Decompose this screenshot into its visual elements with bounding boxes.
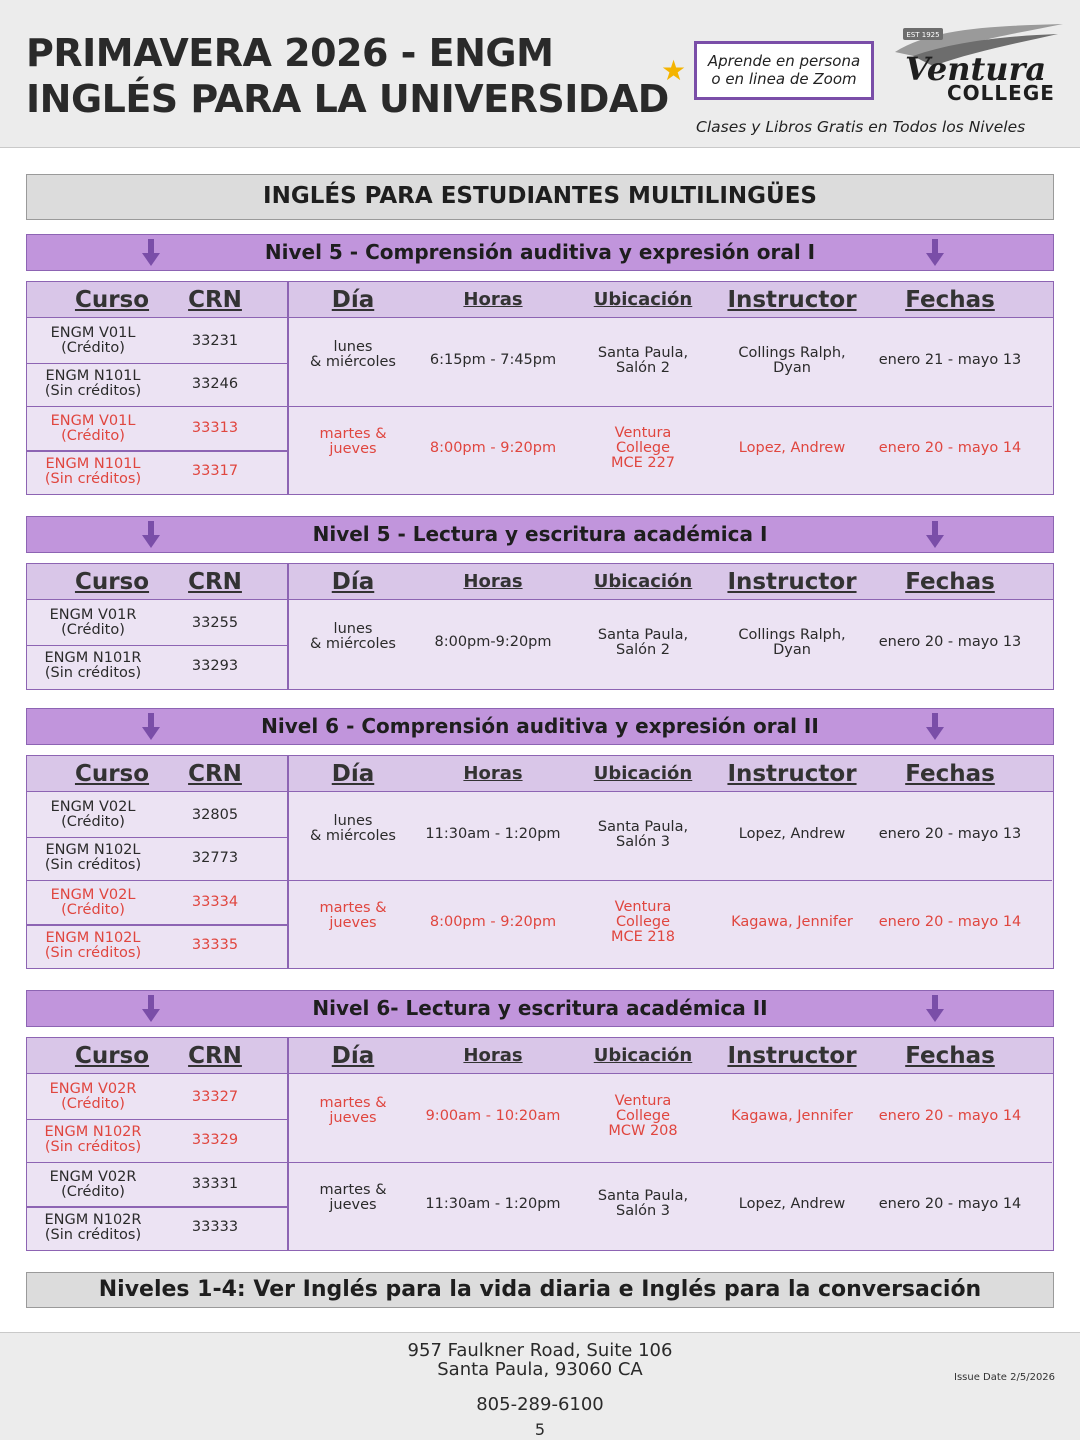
row-divider	[27, 924, 287, 926]
column-header-curso: Curso	[74, 761, 150, 787]
column-header-ubicacion: Ubicación	[593, 1045, 693, 1066]
arrow-down-icon	[925, 238, 945, 268]
course-group	[27, 794, 1052, 880]
ubicacion-cell: Santa Paula, Salón 2	[597, 344, 689, 376]
column-header-curso: Curso	[74, 287, 150, 313]
level-band	[26, 990, 1054, 1027]
course-credit-type: (Sin créditos)	[44, 1226, 142, 1243]
course-code: ENGM V01L	[50, 412, 136, 429]
course-credit-type: (Crédito)	[61, 1183, 125, 1200]
course-cell	[27, 450, 159, 493]
page-title	[26, 30, 669, 122]
arrow-down-icon	[141, 712, 161, 742]
course-cell	[27, 1076, 159, 1119]
star-icon: ★	[661, 54, 687, 87]
course-credit-type: (Crédito)	[61, 1096, 125, 1112]
course-code: ENGM V02L	[50, 799, 136, 815]
instructor-cell: Collings Ralph, Dyan	[738, 344, 846, 376]
column-header-horas: Horas	[463, 289, 523, 310]
course-group	[27, 1163, 1052, 1249]
course-credit-type: (Sin créditos)	[44, 1139, 142, 1155]
instructor-cell: Lopez, Andrew	[738, 826, 846, 842]
column-header-crn: CRN	[188, 569, 242, 595]
dia-cell: martes & jueves	[319, 1182, 387, 1213]
crn-cell: 33335	[191, 937, 239, 953]
arrow-down-icon	[141, 238, 161, 268]
fechas-cell: enero 20 - mayo 14	[878, 439, 1022, 456]
horas-cell: 6:15pm - 7:45pm	[429, 352, 557, 368]
column-header-dia: Día	[331, 761, 375, 787]
page-header	[0, 0, 1080, 148]
dia-cell: martes & jueves	[319, 426, 387, 457]
crn-cell: 33333	[191, 1219, 239, 1235]
table-header-row	[27, 282, 1053, 318]
crn-cell: 33329	[191, 1131, 239, 1148]
dia-cell: lunes & miércoles	[310, 338, 396, 370]
dia-cell: lunes & miércoles	[310, 812, 396, 844]
course-cell	[27, 1206, 159, 1249]
crn-cell: 33327	[191, 1088, 239, 1105]
column-header-horas: Horas	[463, 571, 523, 592]
course-cell	[27, 794, 159, 837]
modality-line-1: Aprende en persona	[707, 52, 861, 70]
column-header-fechas: Fechas	[905, 287, 995, 313]
horas-cell: 9:00am - 10:20am	[425, 1108, 561, 1124]
course-group	[27, 407, 1052, 493]
instructor-cell: Collings Ralph, Dyan	[738, 626, 846, 658]
fechas-cell: enero 20 - mayo 14	[878, 913, 1022, 930]
course-credit-type: (Sin créditos)	[44, 944, 142, 961]
column-divider	[287, 1038, 289, 1073]
dia-cell: martes & jueves	[319, 900, 387, 931]
ubicacion-cell: Santa Paula, Salón 3	[597, 1188, 689, 1219]
ubicacion-cell: Ventura College MCW 208	[608, 1093, 678, 1139]
horas-cell: 11:30am - 1:20pm	[425, 1195, 561, 1212]
horas-cell: 8:00pm - 9:20pm	[429, 439, 557, 456]
course-cell	[27, 320, 159, 363]
course-credit-type: (Crédito)	[61, 340, 125, 356]
course-code: ENGM N102L	[45, 842, 141, 858]
header-subtitle: Clases y Libros Gratis en Todos los Niveles	[696, 118, 1026, 136]
course-credit-type: (Crédito)	[61, 427, 125, 444]
level-title: Nivel 6- Lectura y escritura académica II	[312, 996, 768, 1020]
crn-cell: 33293	[191, 657, 239, 674]
level-title: Nivel 5 - Comprensión auditiva y expresión oral I	[264, 240, 816, 264]
course-code: ENGM N102R	[44, 1211, 142, 1228]
course-code: ENGM V01R	[49, 607, 137, 623]
column-header-instructor: Instructor	[727, 287, 857, 313]
course-code: ENGM V02R	[49, 1168, 137, 1185]
modality-line-2: o en linea de Zoom	[711, 70, 857, 88]
column-header-dia: Día	[331, 569, 375, 595]
title-line-1: PRIMAVERA 2026 - ENGM	[26, 31, 554, 75]
course-code: ENGM N101L	[45, 455, 141, 472]
crn-cell: 33334	[191, 894, 239, 910]
column-header-dia: Día	[331, 287, 375, 313]
course-code: ENGM V02R	[49, 1081, 137, 1097]
course-group	[27, 320, 1052, 406]
column-header-instructor: Instructor	[727, 761, 857, 787]
course-credit-type: (Sin créditos)	[44, 383, 142, 399]
course-code: ENGM N101L	[45, 368, 141, 384]
row-divider	[27, 1119, 287, 1121]
schedule-table	[26, 1037, 1054, 1251]
level-title: Nivel 6 - Comprensión auditiva y expresión oral II	[261, 714, 819, 738]
table-header-row	[27, 1038, 1053, 1074]
crn-cell: 33331	[191, 1176, 239, 1192]
schedule-table	[26, 563, 1054, 690]
horas-cell: 8:00pm - 9:20pm	[429, 913, 557, 930]
column-header-dia: Día	[331, 1043, 375, 1069]
fechas-cell: enero 21 - mayo 13	[878, 352, 1022, 368]
section-title: INGLÉS PARA ESTUDIANTES MULTILINGÜES	[26, 174, 1054, 220]
table-header-row	[27, 564, 1053, 600]
ventura-college-logo	[893, 22, 1065, 104]
course-group	[27, 602, 1052, 688]
issue-date: Issue Date 2/5/2026	[954, 1372, 1056, 1383]
logo-college: COLLEGE	[947, 81, 1055, 104]
course-code: ENGM N102L	[45, 929, 141, 946]
row-divider	[27, 837, 287, 839]
fechas-cell: enero 20 - mayo 13	[878, 634, 1022, 650]
course-cell	[27, 881, 159, 924]
course-credit-type: (Sin créditos)	[44, 665, 142, 681]
course-cell	[27, 602, 159, 645]
row-divider	[27, 1206, 287, 1208]
crn-cell: 33313	[191, 420, 239, 436]
course-credit-type: (Crédito)	[61, 622, 125, 638]
arrow-down-icon	[141, 994, 161, 1024]
address-line-1: 957 Faulkner Road, Suite 106	[407, 1340, 673, 1361]
course-credit-type: (Sin créditos)	[44, 857, 142, 873]
arrow-down-icon	[925, 520, 945, 550]
instructor-cell: Lopez, Andrew	[738, 439, 846, 456]
column-header-ubicacion: Ubicación	[593, 763, 693, 784]
course-cell	[27, 924, 159, 967]
course-group	[27, 1076, 1052, 1162]
level-band	[26, 516, 1054, 553]
address-line-2: Santa Paula, 93060 CA	[437, 1359, 643, 1380]
column-header-crn: CRN	[188, 761, 242, 787]
crn-cell: 33317	[191, 463, 239, 479]
fechas-cell: enero 20 - mayo 13	[878, 826, 1022, 842]
column-header-crn: CRN	[188, 1043, 242, 1069]
row-divider	[27, 363, 287, 365]
phone-number: 805-289-6100	[476, 1394, 604, 1415]
column-header-horas: Horas	[463, 763, 523, 784]
table-header-row	[27, 756, 1053, 792]
schedule-table	[26, 755, 1054, 969]
arrow-down-icon	[925, 712, 945, 742]
crn-cell: 33231	[191, 332, 239, 349]
course-credit-type: (Sin créditos)	[44, 470, 142, 487]
crn-cell: 32805	[191, 806, 239, 823]
logo-name: Ventura	[905, 50, 1047, 88]
crn-cell: 33246	[191, 375, 239, 392]
course-cell	[27, 407, 159, 450]
page-number: 5	[534, 1420, 546, 1439]
course-group	[27, 881, 1052, 967]
course-cell	[27, 837, 159, 880]
column-header-fechas: Fechas	[905, 761, 995, 787]
course-code: ENGM N102R	[44, 1124, 142, 1140]
column-header-horas: Horas	[463, 1045, 523, 1066]
column-divider	[287, 756, 289, 791]
ubicacion-cell: Ventura College MCE 227	[610, 424, 676, 471]
instructor-cell: Kagawa, Jennifer	[731, 1108, 853, 1124]
level-band	[26, 234, 1054, 271]
course-cell	[27, 363, 159, 406]
course-credit-type: (Crédito)	[61, 814, 125, 830]
crn-cell: 33255	[191, 614, 239, 631]
column-header-instructor: Instructor	[727, 1043, 857, 1069]
title-line-2: INGLÉS PARA LA UNIVERSIDAD	[26, 77, 669, 121]
column-header-curso: Curso	[74, 569, 150, 595]
levels-1-4-note: Niveles 1-4: Ver Inglés para la vida diaria e Inglés para la conversación	[26, 1272, 1054, 1308]
arrow-down-icon	[925, 994, 945, 1024]
course-code: ENGM V01L	[50, 325, 136, 341]
fechas-cell: enero 20 - mayo 14	[878, 1195, 1022, 1212]
column-header-crn: CRN	[188, 287, 242, 313]
column-divider	[287, 564, 289, 599]
horas-cell: 11:30am - 1:20pm	[425, 826, 561, 842]
fechas-cell: enero 20 - mayo 14	[878, 1108, 1022, 1124]
course-cell	[27, 645, 159, 688]
dia-cell: martes & jueves	[319, 1094, 387, 1126]
column-header-ubicacion: Ubicación	[593, 571, 693, 592]
ubicacion-cell: Santa Paula, Salón 3	[597, 818, 689, 850]
course-cell	[27, 1163, 159, 1206]
horas-cell: 8:00pm-9:20pm	[434, 634, 552, 650]
course-code: ENGM N101R	[44, 650, 142, 666]
crn-cell: 32773	[191, 849, 239, 866]
column-header-ubicacion: Ubicación	[593, 289, 693, 310]
column-header-instructor: Instructor	[727, 569, 857, 595]
column-header-fechas: Fechas	[905, 569, 995, 595]
ubicacion-cell: Santa Paula, Salón 2	[597, 626, 689, 658]
ubicacion-cell: Ventura College MCE 218	[610, 898, 676, 945]
course-cell	[27, 1119, 159, 1162]
column-divider	[287, 282, 289, 317]
level-title: Nivel 5 - Lectura y escritura académica I	[312, 522, 768, 546]
logo-est: EST 1925	[906, 31, 940, 39]
schedule-table	[26, 281, 1054, 495]
column-header-curso: Curso	[74, 1043, 150, 1069]
arrow-down-icon	[141, 520, 161, 550]
modality-box	[694, 41, 874, 100]
column-header-fechas: Fechas	[905, 1043, 995, 1069]
instructor-cell: Kagawa, Jennifer	[731, 913, 853, 930]
instructor-cell: Lopez, Andrew	[738, 1195, 846, 1212]
row-divider	[27, 645, 287, 647]
course-credit-type: (Crédito)	[61, 901, 125, 918]
level-band	[26, 708, 1054, 745]
course-code: ENGM V02L	[50, 886, 136, 903]
row-divider	[27, 450, 287, 452]
dia-cell: lunes & miércoles	[310, 620, 396, 652]
